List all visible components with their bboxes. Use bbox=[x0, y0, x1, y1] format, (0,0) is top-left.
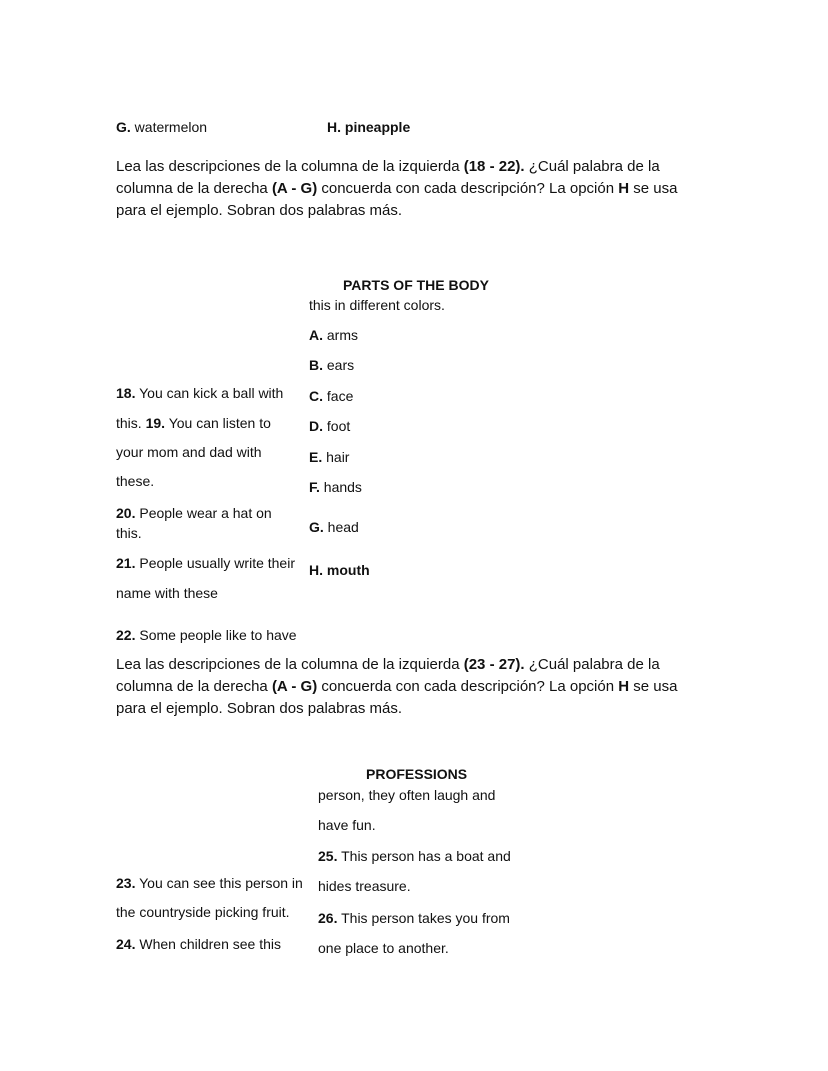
instruction-line: para el ejemplo. Sobran dos palabras más. bbox=[116, 700, 402, 717]
prof-right-line: have fun. bbox=[318, 817, 376, 833]
question-19-cont: these. bbox=[116, 473, 155, 489]
question-20-cont: this. bbox=[116, 525, 142, 541]
question-24: 24. When children see this bbox=[116, 936, 281, 952]
option-a: A. arms bbox=[309, 327, 359, 343]
option-e: E. hair bbox=[309, 449, 350, 465]
question-21-cont: name with these bbox=[116, 585, 218, 601]
question-23: 23. You can see this person in bbox=[116, 875, 303, 891]
section-title-body: PARTS OF THE BODY bbox=[343, 277, 489, 293]
option-b: B. ears bbox=[309, 357, 355, 373]
question-20: 20. People wear a hat on bbox=[116, 505, 272, 521]
option-word: watermelon bbox=[134, 119, 208, 135]
option-g: G. head bbox=[309, 519, 359, 535]
question-25: 25. This person has a boat and bbox=[318, 848, 511, 864]
instructions-paragraph-1 bbox=[116, 156, 716, 222]
question-19: this. 19. You can listen to bbox=[116, 415, 271, 431]
carry-line: this in different colors. bbox=[309, 297, 445, 313]
instructions-paragraph-2 bbox=[116, 654, 716, 720]
option-f: F. hands bbox=[309, 479, 362, 495]
instruction-line: para el ejemplo. Sobran dos palabras más. bbox=[116, 202, 402, 219]
question-23-cont: the countryside picking fruit. bbox=[116, 904, 290, 920]
option-h: H. mouth bbox=[309, 562, 370, 578]
question-19-cont: your mom and dad with bbox=[116, 444, 262, 460]
option-g-watermelon bbox=[116, 118, 207, 136]
question-22: 22. Some people like to have bbox=[116, 627, 297, 643]
question-26: 26. This person takes you from bbox=[318, 910, 510, 926]
option-h-pineapple: H. pineapple bbox=[327, 119, 411, 135]
instruction-line: columna de la derecha (A - G) concuerda con cada descripción? La opción H se usa bbox=[116, 180, 678, 197]
question-21: 21. People usually write their bbox=[116, 555, 295, 571]
instruction-line: Lea las descripciones de la columna de la izquierda (18 - 22). ¿Cuál palabra de la bbox=[116, 158, 660, 175]
prof-right-line: person, they often laugh and bbox=[318, 787, 496, 803]
option-c: C. face bbox=[309, 388, 354, 404]
question-26-cont: one place to another. bbox=[318, 940, 449, 956]
option-d: D. foot bbox=[309, 418, 351, 434]
question-25-cont: hides treasure. bbox=[318, 878, 411, 894]
instruction-line: Lea las descripciones de la columna de la izquierda (23 - 27). ¿Cuál palabra de la bbox=[116, 656, 660, 673]
question-18: 18. You can kick a ball with bbox=[116, 385, 284, 401]
option-letter: G. bbox=[116, 119, 131, 135]
instruction-line: columna de la derecha (A - G) concuerda con cada descripción? La opción H se usa bbox=[116, 678, 678, 695]
section-title-professions: PROFESSIONS bbox=[366, 766, 468, 782]
